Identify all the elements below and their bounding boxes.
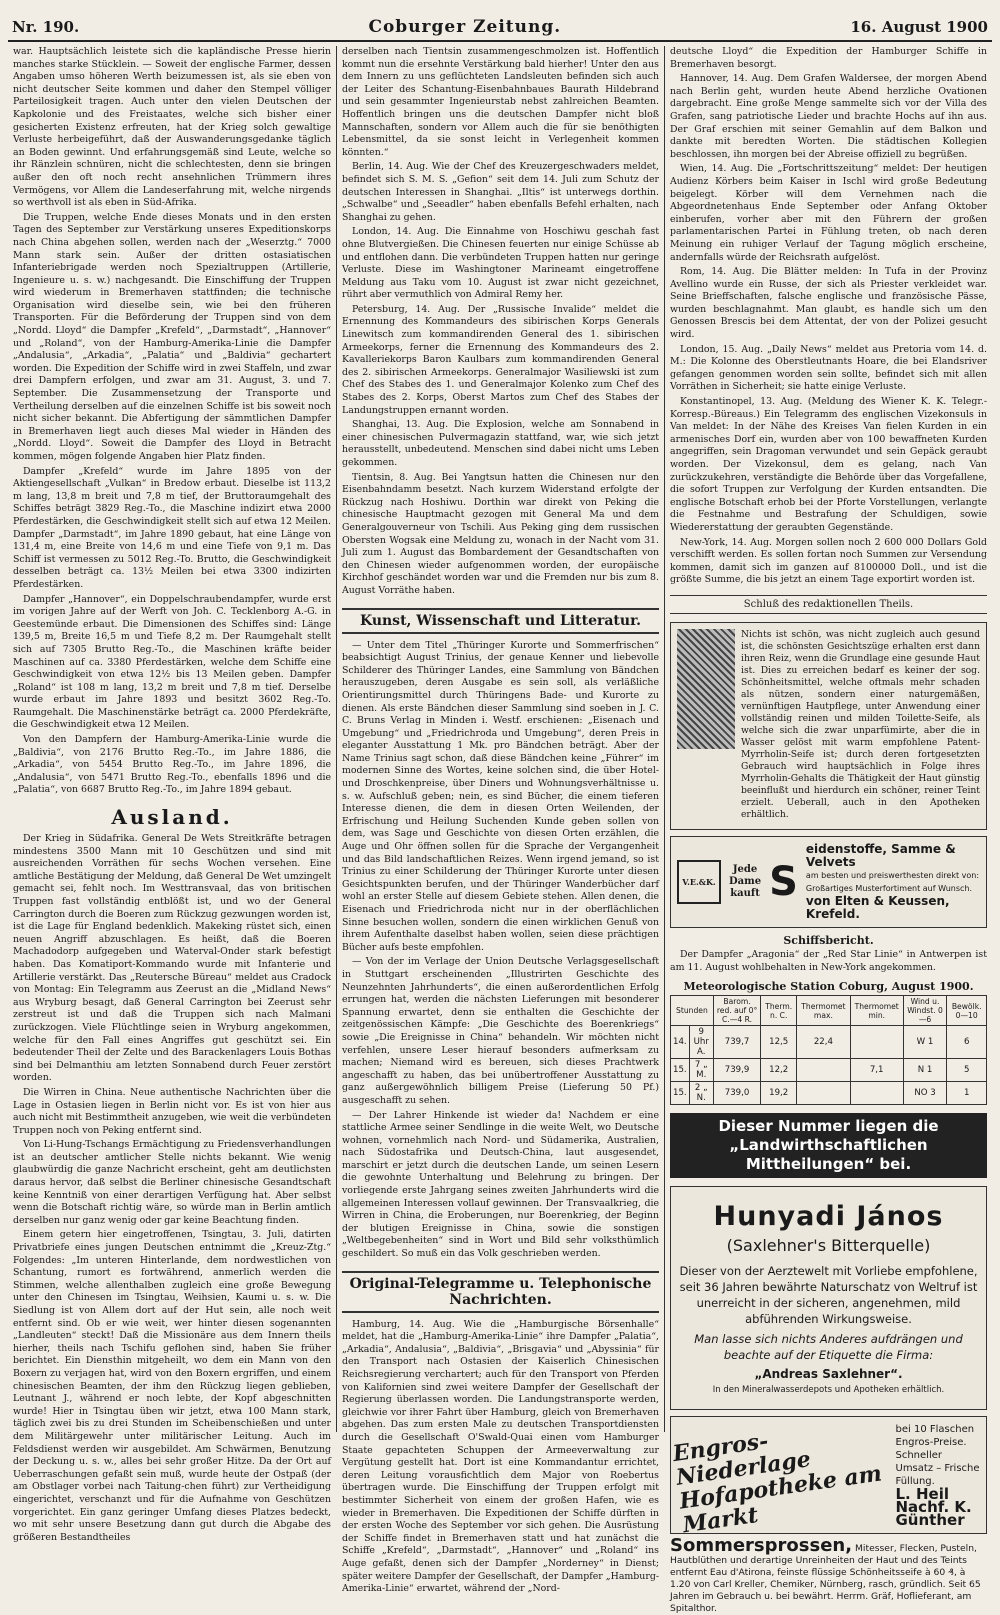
- cell: 12,2: [761, 1059, 797, 1082]
- article-paragraph: Konstantinopel, 13. Aug. (Meldung des Wiener K. K. Telegr.-Korresp.-Büreaus.) Ein Telegramm des englischen Vizekonsuls in Van meldet: In der Nähe des Kreises Van fielen Kurden in ein armenisches Dorf ein, wurden aber von 100 bewaffneten Kurden angegriffen, sein Dragoman verwundet und sein Gepäck geraubt worden. Der Vizekonsul, dem es gelang, nach Van zurückzukehren, verständigte die Behörde über das Vorgefallene, die sofort Truppen zur Verfolgung der Kurden entsandten. Die englische Botschaft erhob bei der Pforte Vorstellungen, verlangte die Festnahme und Bestrafung der Schuldigen, sowie Wiedererstattung der geraubten Gegenstände.: [670, 396, 987, 533]
- article-paragraph: Tientsin, 8. Aug. Bei Yangtsun hatten die Chinesen nur den Eisenbahndamm besetzt. Nach kurzem Widerstand erfolgte der Rückzug nach Hoshiwu. Dorthin war direkt von Peking die chinesische Hauptmacht gezogen mit General Ma und dem Generalgouverneur von Tschili. Aus Peking ging dem russischen Obersten Wogsak eine Meldung zu, wonach in der Nacht vom 31. Juli zum 1. August das Bombardement der Gesandtschaften von den Chinesen wieder aufgenommen worden, der europäische Kirchhof geschändet worden war und die Fremden nur bis zum 8. August Vorräthe haben.: [342, 471, 659, 596]
- col-header: Barom. red. auf 0° C.—4 R.: [713, 996, 760, 1026]
- table-row: [671, 1059, 987, 1082]
- cell: [797, 1082, 851, 1105]
- article-paragraph: Dampfer „Krefeld“ wurde im Jahre 1895 von der Aktiengesellschaft „Vulkan“ in Bredow erbaut. Dieselbe ist 113,2 m lang, 13,8 m breit und 7,8 m tief, der Bruttoraumgehalt des Schiffes beträgt 3829 Reg.-To., die Maschine indizirt etwa 2000 Pferdestärken, die Geschwindigkeit stellt sich auf etwa 12 Meilen. Dampfer „Darmstadt“, im Jahre 1890 gebaut, hat eine Länge von 131,4 m, eine Breite von 14,6 m und eine Tiefe von 9,1 m. Das Schiff ist vermessen zu 5012 Reg.-To. Brutto, die Geschwindigkeit desselben beträgt ca. 13½ Meilen bei etwa 3300 indizirten Pferdestärken.: [13, 465, 331, 590]
- ad-availability: In den Mineralwasserdepots und Apotheken erhältlich.: [712, 1385, 945, 1396]
- article-paragraph: Berlin, 14. Aug. Wie der Chef des Kreuzergeschwaders meldet, befindet sich S. M. S. „Gefion“ seit dem 14. Juli zum Schutz der deutschen Interessen in Shanghai. „Iltis“ ist unterwegs dorthin. „Schwalbe“ und „Seeadler“ haben ebenfalls Befehl erhalten, nach Shanghai zu gehen.: [342, 161, 659, 223]
- col-header: Bewölk. 0—10: [947, 996, 987, 1026]
- column-1: [8, 46, 336, 1543]
- article-paragraph: Hamburg, 14. Aug. Wie die „Hamburgische Börsenhalle“ meldet, hat die „Hamburg-Amerika-Linie“ ihre Dampfer „Palatia“, „Arkadia“, Andalusia“, „Baldivia“, „Brisgavia“ und „Abyssinia“ für den Transport nach Ostasien der Kaiserlich Chinesischen Reichsregierung verchartert; auch für den Transport von Pferden von Kalifornien sind zwei weitere Dampfer der Gesellschaft der Regierung überlassen worden. Die Landungstransporte werden, gleichwie vor ihrer Fahrt über Hamburg, gleich von Bremerhaven abgehen. Das zum ersten Male zu deutschen Transportdiensten durch die Gesellschaft O'Swald-Quai einen vom Hamburger Staate gepachteten Schuppen der Armeeverwaltung zur Vergütung gestellt hat. Dort ist eine Kommandantur errichtet, deren Leitung vorausfichtlich dem Major von Roebertus übertragen wurde. Die Einschiffung der Truppen erfolgt mit bestimmter Sicherheit von einem der großen Hafen, wie es wieder in Bremerhaven. Die Expeditionen der Schiffe dürften in der ersten Woche des September vor sich gehen. Die Ausrüstung der Schiffe findet in Bremerhaven statt und hat zunächst die Schiffe „Krefeld“, „Darmstadt“, „Hannover“ und „Roland“ ins Auge gefaßt, denen sich der Dampfer „Norderney“ in Dienst; später weitere Dampfer der Gesellschaft, der Dampfer „Hamburg-Amerika-Linie“ erwartet, während der „Nord-: [342, 1318, 659, 1595]
- ad-brand-name: Hunyadi János: [713, 1201, 944, 1233]
- cell: 14.: [671, 1026, 690, 1059]
- advertisement-seidenstoffe: [670, 836, 987, 928]
- article-paragraph: London, 15. Aug. „Daily News“ meldet aus Pretoria vom 14. d. M.: Die Kolonne des Oberstleutnants Hoare, die bei Elandsriver gefangen genommen worden sein sollte, befindet sich mit allen Vorräthen in Sicherheit; sie hatte einige Verluste.: [670, 343, 987, 393]
- advertisement-sommersprossen: [670, 1535, 987, 1615]
- ad-line: am besten und preiswerthesten direkt von: Großartiges Musterfortiment auf Wunsch.: [805, 870, 980, 893]
- ad-body: Mitesser, Flecken, Pusteln, Hautblüthen und derartige Unreinheiten der Haut und des Teints entfernt Eau d'Atirona, feinste flüssige Schönheitsseife à 60 ₰, à 1.20 von Carl Kreller, Chemiker, Nürnberg, rasch, gründlich. Seit 65 Jahren im Gebrauch u. bei bewährt. Herrm. Gräf, Hoflieferant, am Spitalthor.: [670, 1543, 981, 1615]
- article-paragraph: war. Hauptsächlich leistete sich die kapländische Presse hierin manches starke Stücklein. — Soweit der englische Farmer, dessen Angaben umso höheren Werth beizumessen ist, als sie eben von nicht deutscher Seite kommen und daher den Stempel völliger Parteilosigkeit tragen. Auch unter den vielen Deutschen der Kapkolonie und des Freistaates, welche sich bisher einer gesicherten Existenz erfreuten, hat der Krieg solch gewaltige Verluste herbeigeführt, daß der Auswanderungsgedanke täglich an Boden gewinnt. Und erfahrungsgemäß sind Leute, welche so ihr Ränzlein schnüren, nicht die schlechtesten, denn sie bringen außer den oft noch recht ansehnlichen Trümmern ihres Vermögens, vor Allem die Landeserfahrung mit, welche nirgends so werthvoll ist als eben in Süd-Afrika.: [13, 46, 331, 209]
- cell: [797, 1059, 851, 1082]
- cell: W 1: [903, 1026, 947, 1059]
- editorial-end-separator: Schluß des redaktionellen Theils.: [670, 595, 987, 614]
- brand-logo-icon: V.E.&K.: [677, 860, 721, 904]
- cell: [850, 1082, 903, 1105]
- table-row: [671, 1026, 987, 1059]
- col-header: Thermomet max.: [797, 996, 851, 1026]
- cell: 22,4: [797, 1026, 851, 1059]
- ad-subtitle: (Saxlehner's Bitterquelle): [726, 1236, 931, 1256]
- column-3: [664, 46, 992, 1615]
- supplement-banner: Dieser Nummer liegen die „Landwirthschaftlichen Mittheilungen“ bei.: [670, 1113, 987, 1178]
- cell: [850, 1026, 903, 1059]
- section-heading-telegramme: Original-Telegramme u. Telephonische Nachrichten.: [342, 1271, 659, 1313]
- col-header: Therm. n. C.: [761, 996, 797, 1026]
- ad-warning: Man lasse sich nichts Anderes aufdrängen und beachte auf der Etiquette die Firma:: [694, 1332, 963, 1363]
- ad-firm: „Andreas Saxlehner“.: [754, 1367, 903, 1382]
- article-paragraph: Rom, 14. Aug. Die Blätter melden: In Tufa in der Provinz Avellino wurde ein Russe, der sich als Priester verkleidet war. Seine Brieffschaften, falsche englische und französische Pässe, wurden beschlagnahmt. Man glaubt, es handle sich um den Genossen Brescis bei dem Attentat, der von der Polizei gesucht wird.: [670, 266, 987, 341]
- cell: N 1: [903, 1059, 947, 1082]
- cell: 1: [947, 1082, 987, 1105]
- cell: 15.: [671, 1059, 690, 1082]
- section-heading-ausland: Ausland.: [111, 805, 233, 830]
- col-header: Thermomet min.: [850, 996, 903, 1026]
- column-2: [336, 46, 664, 1595]
- ad-text: Nichts ist schön, was nicht zugleich auch gesund ist, die schönsten Gesichtszüge erhalten erst dann ihren Reiz, wenn die Grundlage eine gesunde Haut ist. Dies zu erreichen bedarf es keiner der sog. Schönheitsmittel, welche oftmals mehr schaden als nützen, sondern einer naturgemäßen, vernünftigen Hautpflege, unter Anwendung einer vollständig reinen und milden Toilette-Seife, als welche sich die zwar unparfümirte, aber die in Wasser gelöst mit warm empfohlene Patent-Myrrholin-Seife ist; durch deren fortgesetzten Gebrauch wird hauptsächlich in Folge ihres Myrrholin-Gehalts die Thätigkeit der Haut günstig beeinflußt und hierdurch ein schöner, reiner Teint erzielt. Ueberall, auch in den Apotheken erhältlich.: [741, 628, 980, 820]
- article-paragraph: New-York, 14. Aug. Morgen sollen noch 2 600 000 Dollars Gold verschifft werden. Es sollen fortan noch Summen zur Versendung kommen, damit sich im ganzen auf 8100000 Doll., und ist die größte Summe, die bis jetzt an einem Tage exportirt worden ist.: [670, 536, 987, 586]
- article-paragraph: Dampfer „Hannover“, ein Doppelschraubendampfer, wurde erst im vorigen Jahre auf der Werft von Joh. C. Tecklenborg A.-G. in Geestemünde erbaut. Die Dimensionen des Schiffes sind: Länge 139,5 m, Breite 16,5 m und Tiefe 8,2 m. Der Raumgehalt stellt sich auf 7305 Brutto Reg.-To., die Maschinen kräfte beider Maschinen auf ca. 3380 Pferdestärken, welche dem Schiffe eine Geschwindigkeit von etwa 12½ bis 13 Meilen geben. Dampfer „Roland“ ist 108 m lang, 13,2 m breit und 7,8 m tief. Derselbe wurde erbaut im Jahre 1893 und besitzt 3602 Reg.-To. Raumgehalt. Die Maschinenstärke beträgt ca. 2000 Pferdekräfte, die Geschwindigkeit etwa 12 Meilen.: [13, 593, 331, 731]
- ad-body: Dieser von der Aerztewelt mit Vorliebe empfohlene, seit 36 Jahren bewährte Naturschatz von Weltruf ist unerreicht in der sicheren, angenehmen, mild abführenden Wirkungsweise.: [679, 1264, 978, 1327]
- ad-initial-letter: S: [769, 858, 798, 905]
- cell: 5: [947, 1059, 987, 1082]
- col-header: Stunden: [671, 996, 714, 1026]
- article-paragraph: derselben nach Tientsin zusammengeschmolzen ist. Hoffentlich kommt nun die ersehnte Verstärkung bald hierher! Unter den aus dem Innern zu uns geflüchteten Landsleuten befinden sich auch der Leiter des Schantung-Eisenbahnbaues Baurath Hildebrand und sein gesammter Ingenieurstab nebst zahlreichen Beamten. Hoffentlich bringen uns die deutschen Dampfer nicht bloß Mannschaften, sondern vor Allem auch die für sie benöthigten Lebensmittel, da sie sonst leicht in Verlegenheit kommen könnten.“: [342, 46, 659, 158]
- weather-table-header: [671, 996, 987, 1026]
- ad-word: kauft: [730, 887, 760, 899]
- cell: 7 „ M.: [689, 1059, 713, 1082]
- ad-line: Schneller Umsatz – Frische Füllung.: [895, 1450, 980, 1488]
- issue-number: Nr. 190.: [12, 18, 80, 36]
- cell: 15.: [671, 1082, 690, 1105]
- cell: 739,0: [713, 1082, 760, 1105]
- article-paragraph: Petersburg, 14. Aug. Der „Russische Invalide“ meldet die Ernennung des Kommandeurs des sibirischen Korps Generals Linewitsch zum kommandirenden General des 1. sibirischen Armeekorps, ferner die Ernennung des Kommandeurs des 2. Kavalleriekorps Baron Kaulbars zum kommandirenden General des 2. sibirischen Armeekorps. Generalmajor Wasiliewski ist zum Chef des Stabes des 1. und Generalmajor Kolenko zum Chef des Stabes des 2. Korps, Oberst Martos zum Chef des Stabes der Landungstruppen ernannt worden.: [342, 303, 659, 416]
- article-paragraph: Von den Dampfern der Hamburg-Amerika-Linie wurde die „Baldivia“, von 2176 Brutto Reg.-To., im Jahre 1886, die „Arkadia“, von 5454 Brutto Reg.-To., im Jahre 1896, die „Andalusia“, von 5471 Brutto Reg.-To., ebenfalls 1896 und die „Palatia“, von 6687 Brutto Reg.-To., im Jahre 1894 gebaut.: [13, 734, 331, 796]
- article-paragraph: deutsche Lloyd“ die Expedition der Hamburger Schiffe in Bremerhaven besorgt.: [670, 46, 987, 70]
- ad-body: [806, 843, 980, 921]
- article-paragraph: — Von der im Verlage der Union Deutsche Verlagsgesellschaft in Stuttgart erscheinenden „Illustrirten Geschichte des Neunzehnten Jahrhunderts“, die einen außerordentlichen Erfolg errungen hat, werden die nächsten Lieferungen mit besonderer Spannung erwartet, denn sie enthalten die Geschichte der zeitgenössischen Kämpfe: „Die Geschichte des Boerenkriegs“ sowie „Die Ereignisse in China“ behandeln. Wir möchten nicht verfehlen, unsere Leser hierauf besonders aufmerksam zu machen; Niemand wird es bereuen, sich dieses Prachtwerk angeschafft zu haben, das bei unübertroffener Ausstattung zu ganz außergewöhnlich billigem Preise (Lieferung 50 Pf.) ausgeschafft zu sehen.: [342, 956, 659, 1106]
- article-paragraph: Einem getern hier eingetroffenen, Tsingtau, 3. Juli, datirten Privatbriefe eines jungen Deutschen entnimmt die „Kreuz-Ztg.“ Folgendes: „Im unteren Hinterlande, dem nordwestlichen von Schantung, rumort es fortwährend, anmerlich werden die Stimmen, welche allenthalben zugleich eine große Bewegung unter den Chinesen im Tsingtau, Weihsien, Kaumi u. s. w. Die Siedlung ist von Allem dort auf der Hut sein, alle noch weit entfernt sind. Ob er wie weit, wer hinter diesen sogenannten „Landleuten“ steckt! Daß die Missionäre aus dem Innern theils hierher, theils nach Tschifu geflohen sind, haben Sie früher berichtet. Ein Diensthin mitgeheilt, wo dem ein Mann von den Boxern zu verjagen hat, wird von den Boxern ergriffen, und einem chinesischen Beamten, der ihm den Rückzug liegen geblieben, Leutnant J., während er noch lebte, der Kopf abgeschnitten wurde! Hier in Tsingtau üben wir jetzt, etwa 100 Mann stark, täglich zwei bis zu drei Stunden im Scheibenschießen und unter dem Militärgewehr unter militärischer Leitung. Auch im Feldsdienst werden wir ausgebildet. Am Schwärmen, Benutzung der Deckung u. s. w., alles bei sehr großer Hitze. Da der Ort auf Ueberraschungen gefaßt sein muß, wurde heute der Ostpaß (der am Obstlager vorbei nach Taitung-chen führt) zur Vertheidigung eingerichtet, verschanzt und für die Aufnahme von Geschützen vorgerichtet. Ein ganz geringer Umfang dieses Platzes bedeckt, wo mit sehr unsere Besetzung dann gut durch die Abgabe des größeren Bestandtheiles: [13, 1229, 331, 1543]
- article-paragraph: Wien, 14. Aug. Die „Fortschrittszeitung“ meldet: Der heutigen Audienz Körbers beim Kaiser in Ischl wird große Bedeutung beigelegt. Körber will dem Vernehmen nach die Abgeordnetenhaus Ende September oder Anfang Oktober einberufen, vorher aber mit den Führern der großen parlamentarischen Partei in Fühlung treten, ob nach deren Meinung ein ruhiger Verlauf der Tagung möglich erscheine, andernfalls würde der Reichsrath aufgelöst.: [670, 163, 987, 263]
- advertisement-hofapotheke: [670, 1416, 987, 1539]
- cell: 739,9: [713, 1059, 760, 1082]
- cell: 6: [947, 1026, 987, 1059]
- article-paragraph: Die Truppen, welche Ende dieses Monats und in den ersten Tagen des September zur Verstärkung unseres Expeditionskorps nach China abgehen sollen, werden nach der „Weserztg.“ 7000 Mann stark sein. Außer der dritten ostasiatischen Infanteriebrigade werden noch Spezialtruppen (Artillerie, Ingenieure u. s. w.) nachgesandt. Die Einschiffung der Truppen wird wiederum in Bremerhaven stattfinden; die technische Organisation wird dieselbe sein, wie bei den früheren Transporten. Für die Beförderung der Truppen sind von dem „Nordd. Lloyd“ die Dampfer „Krefeld“, „Darmstadt“, „Hannover“ und „Roland“, von der Hamburg-Amerika-Linie die Dampfer „Andalusia“, „Arkadia“, „Palatia“ und „Baldivia“ gechartert worden. Die Expedition der Schiffe wird in zwei Staffeln, und zwar drei Dampfern erfolgen, und zwar am 31. August, 3. und 7. September. Die Zusammensetzung der Transporte und Vertheilung derselben auf die einzelnen Schiffe ist bis soweit noch nicht sicher bekannt. Die Abfertigung der sämmtlichen Dampfer in Bremerhaven liegt auch dieses Mal wieder in Händen des „Nordd. Lloyd“. Soweit die Dampfer des Lloyd in Betracht kommen, mögen folgende Angaben hier Platz finden.: [13, 211, 331, 462]
- article-paragraph: — Der Lahrer Hinkende ist wieder da! Nachdem er eine stattliche Armee seiner Sendlinge in die weite Welt, wo Deutsche wohnen, vornehmlich nach Nord- und Südamerika, Australien, nach Südostafrika und Deutsch-China, laut ausgesendet, marschirt er jetzt durch die deutschen Lande, um seinen Lesern die gewohnte Unterhaltung und Belehrung zu bringen. Der vorliegende erste Jahrgang seines zweiten Jahrhunderts wird die allgemeinen Interessen vollauf gewinnen. Der Transvaalkrieg, die Wirren in China, die Eroberungen, nur Boerenkrieg, der Beginn der blutigen Ereignisse in China, sowie die sonstigen „Weltbegebenheiten“ sind in Wort und Bild sehr volksthümlich geschildert. So muß ein das Volk geschrieben werden.: [342, 1109, 659, 1260]
- cell: 19,2: [761, 1082, 797, 1105]
- schiffsbericht-heading: Schiffsbericht.: [783, 933, 874, 947]
- cell: 739,7: [713, 1026, 760, 1059]
- article-paragraph: — Unter dem Titel „Thüringer Kurorte und Sommerfrischen“ beabsichtigt August Trinius, der genaue Kenner und liebevolle Schilderer des Thüringer Landes, eine Sammlung von Bändchen herauszugeben, deren Ausgabe es sein soll, als verläßliche Orientirungsmittel durch Thüringens Bade- und Kurorte zu dienen. Als erste Bändchen dieser Sammlung sind soeben in J. C. C. Bruns Verlag in Minden i. Westf. erschienen: „Eisenach und Umgebung“ und „Friedrichroda und Umgebung“, deren Preis in eleganter Ausstattung 1 Mk. pro Bändchen beträgt. Aber der Name Trinius sagt schon, daß diese Bändchen keine „Führer“ im modernen Sinne des Wortes, keine solchen sind, die über Hotel- und Droschkenpreise, über Diners und Wohnungsverhältnisse u. s. w. Aufschluß geben; nein, es sind Bücher, die einem tieferen Interesse dienen, die dem in diesen Orten Weilenden, der Erfrischung und Heilung Suchenden Kunde geben sollen von dem, was Sage und Geschichte von diesen Orten erzählen, die Auge und Ohr öffnen sollen für die Sprache der Vergangenheit und das Bild landschaftlichen Reizes. Wenn irgend jemand, so ist Trinius zu einer Schilderung der Thüringer Kurorte unter diesen Gesichtspunkten berufen, und der Thüringer Wanderbücher darf wohl an erster Stelle auf diesem Gebiete stehen. Allen denen, die Eisenach und Friedrichroda nicht nur in der oberflächlichen Sinne besuchen wollen, sondern die einen wirklichen Genuß von ihrem Aufenthalte daselbst haben wollen, seien diese prächtigen Bücher aufs beste empfohlen.: [342, 639, 659, 953]
- section-heading-kunst: Kunst, Wissenschaft und Litteratur.: [342, 608, 659, 634]
- ad-script-title: Engros-Niederlage Hofapotheke am Markt: [671, 1428, 884, 1539]
- cell: NO 3: [903, 1082, 947, 1105]
- article-paragraph: Shanghai, 13. Aug. Die Explosion, welche am Sonnabend in einer chinesischen Pulvermagazin stattfand, war, wie sich jetzt herausstellt, unbedeutend. Menschen sind dabei nicht ums Leben gekommen.: [342, 419, 659, 468]
- ad-intro: [729, 864, 761, 900]
- article-paragraph: Die Wirren in China. Neue authentische Nachrichten über die Lage in Ostasien liegen in Berlin nicht vor. Es ist von hier aus auch nicht mit Bestimmtheit anzugeben, wie weit die verbündeten Truppen noch von Peking entfernt sind.: [13, 1086, 331, 1136]
- article-paragraph: Von Li-Hung-Tschangs Ermächtigung zu Friedensverhandlungen ist an deutscher amtlicher Stelle nichts bekannt. Wie wenig glaubwürdig die ganze Nachricht erscheint, geht am deutlichsten daraus hervor, daß selbst die Berliner chinesische Gesandtschaft keine Kenntniß von einer derartigen Verfügung hat. Aber selbst wenn die Botschaft richtig wäre, so würde man in Berlin amtlich derselben nur ganz wenig oder gar keine Beachtung finden.: [13, 1139, 331, 1226]
- article-paragraph: Hannover, 14. Aug. Dem Grafen Waldersee, der morgen Abend nach Berlin geht, wurden heute Abend herzliche Ovationen dargebracht. Eine große Menge sammelte sich vor der Villa des Grafen, sang patriotische Lieder und brachte Hochs auf ihn aus. Der Graf erschien mit seiner Gemahlin auf dem Balkon und dankte mit beredten Worten. Die städtischen Kollegien beschlossen, ihn morgen bei der Abreise offiziell zu begrüßen.: [670, 73, 987, 160]
- cell: 9 Uhr A.: [689, 1026, 713, 1059]
- woman-illustration-icon: [677, 629, 735, 749]
- cell: 2 „ N.: [689, 1082, 713, 1105]
- ad-word: Dame: [729, 875, 762, 887]
- article-paragraph: London, 14. Aug. Die Einnahme von Hoschiwu geschah fast ohne Blutvergießen. Die Chinesen feuerten nur einige Schüsse ab und entflohen dann. Die verbündeten Truppen hatten nur geringe Verluste. Diese im Washingtoner Marineamt eingetroffene Meldung aus Taku vom 10. August ist zwar nicht gezeichnet, rührt aber vermuthlich von Admiral Remy her.: [342, 226, 659, 301]
- ad-line: eidenstoffe, Samme & Velvets: [805, 841, 956, 869]
- ad-word: Jede: [732, 863, 758, 875]
- ad-company-name: L. Heil Nachf. K. Günther: [895, 1485, 972, 1530]
- table-row: [671, 1082, 987, 1105]
- columns: [8, 46, 992, 1615]
- weather-table: [670, 995, 987, 1105]
- newspaper-title: Coburger Zeitung.: [368, 17, 562, 37]
- cell: 12,5: [761, 1026, 797, 1059]
- advertisement-hunyadi: [670, 1186, 987, 1410]
- ad-line: bei 10 Flaschen Engros-Preise.: [895, 1424, 975, 1449]
- masthead: [8, 14, 992, 42]
- ad-headline: Sommersprossen,: [670, 1535, 853, 1557]
- col-header: Wind u. Windst. 0—6: [903, 996, 947, 1026]
- cell: 7,1: [850, 1059, 903, 1082]
- schiffsbericht-text: Der Dampfer „Aragonia“ der „Red Star Linie“ in Antwerpen ist am 11. August wohlbehalten in New-York angekommen.: [670, 948, 987, 973]
- meteo-heading: Meteorologische Station Coburg, August 1900.: [683, 980, 974, 994]
- ad-line: von Elten & Keussen, Krefeld.: [805, 893, 950, 921]
- article-paragraph: Der Krieg in Südafrika. General De Wets Streitkräfte betragen mindestens 3500 Mann mit 10 Geschützen und sind mit ausreichenden Vorräthen für sechs Wochen versehen. Eine amtliche Bestätigung der Meldung, daß General De Wet umzingelt gemacht sei, fehlt noch. Im Westtransvaal, das von britischen Truppen fast vollständig entblößt ist, und wo der General Carrington durch die Boeren zum Rückzug gezwungen worden ist, ist die Lage für England bedenklich. Makeking rüstet sich, einen neuen Angriff abzuschlagen. Es heißt, daß die Boeren Machadodorp aufgegeben und Waterval-Onder stark befestigt haben. Das Komatiport-Kommando wurde mit Infanterie und Artillerie verstärkt. Das „Reutersche Büreau“ meldet aus Cradock von Montag: Ein Telegramm aus Zeerust an die „Midland News“ aus Wryburg besagt, daß General Carrington bei Zeerust sehr zerstreut ist und daß die Truppen sich nach Malmani zurückzogen. Viele Flüchtlinge seien in Wryburg angekommen, welche für den Fall eines Angriffes gut geschützt sei. Ein bedeutender Theil der Zelte und des Barackenlagers Louis Bothas sind bei Delmanthiu am letzten Sonnabend durch Feuer zerstört worden.: [13, 833, 331, 1084]
- ad-details: [895, 1423, 981, 1530]
- advertisement-myrrholin: [670, 622, 987, 830]
- issue-date: 16. August 1900: [850, 18, 988, 36]
